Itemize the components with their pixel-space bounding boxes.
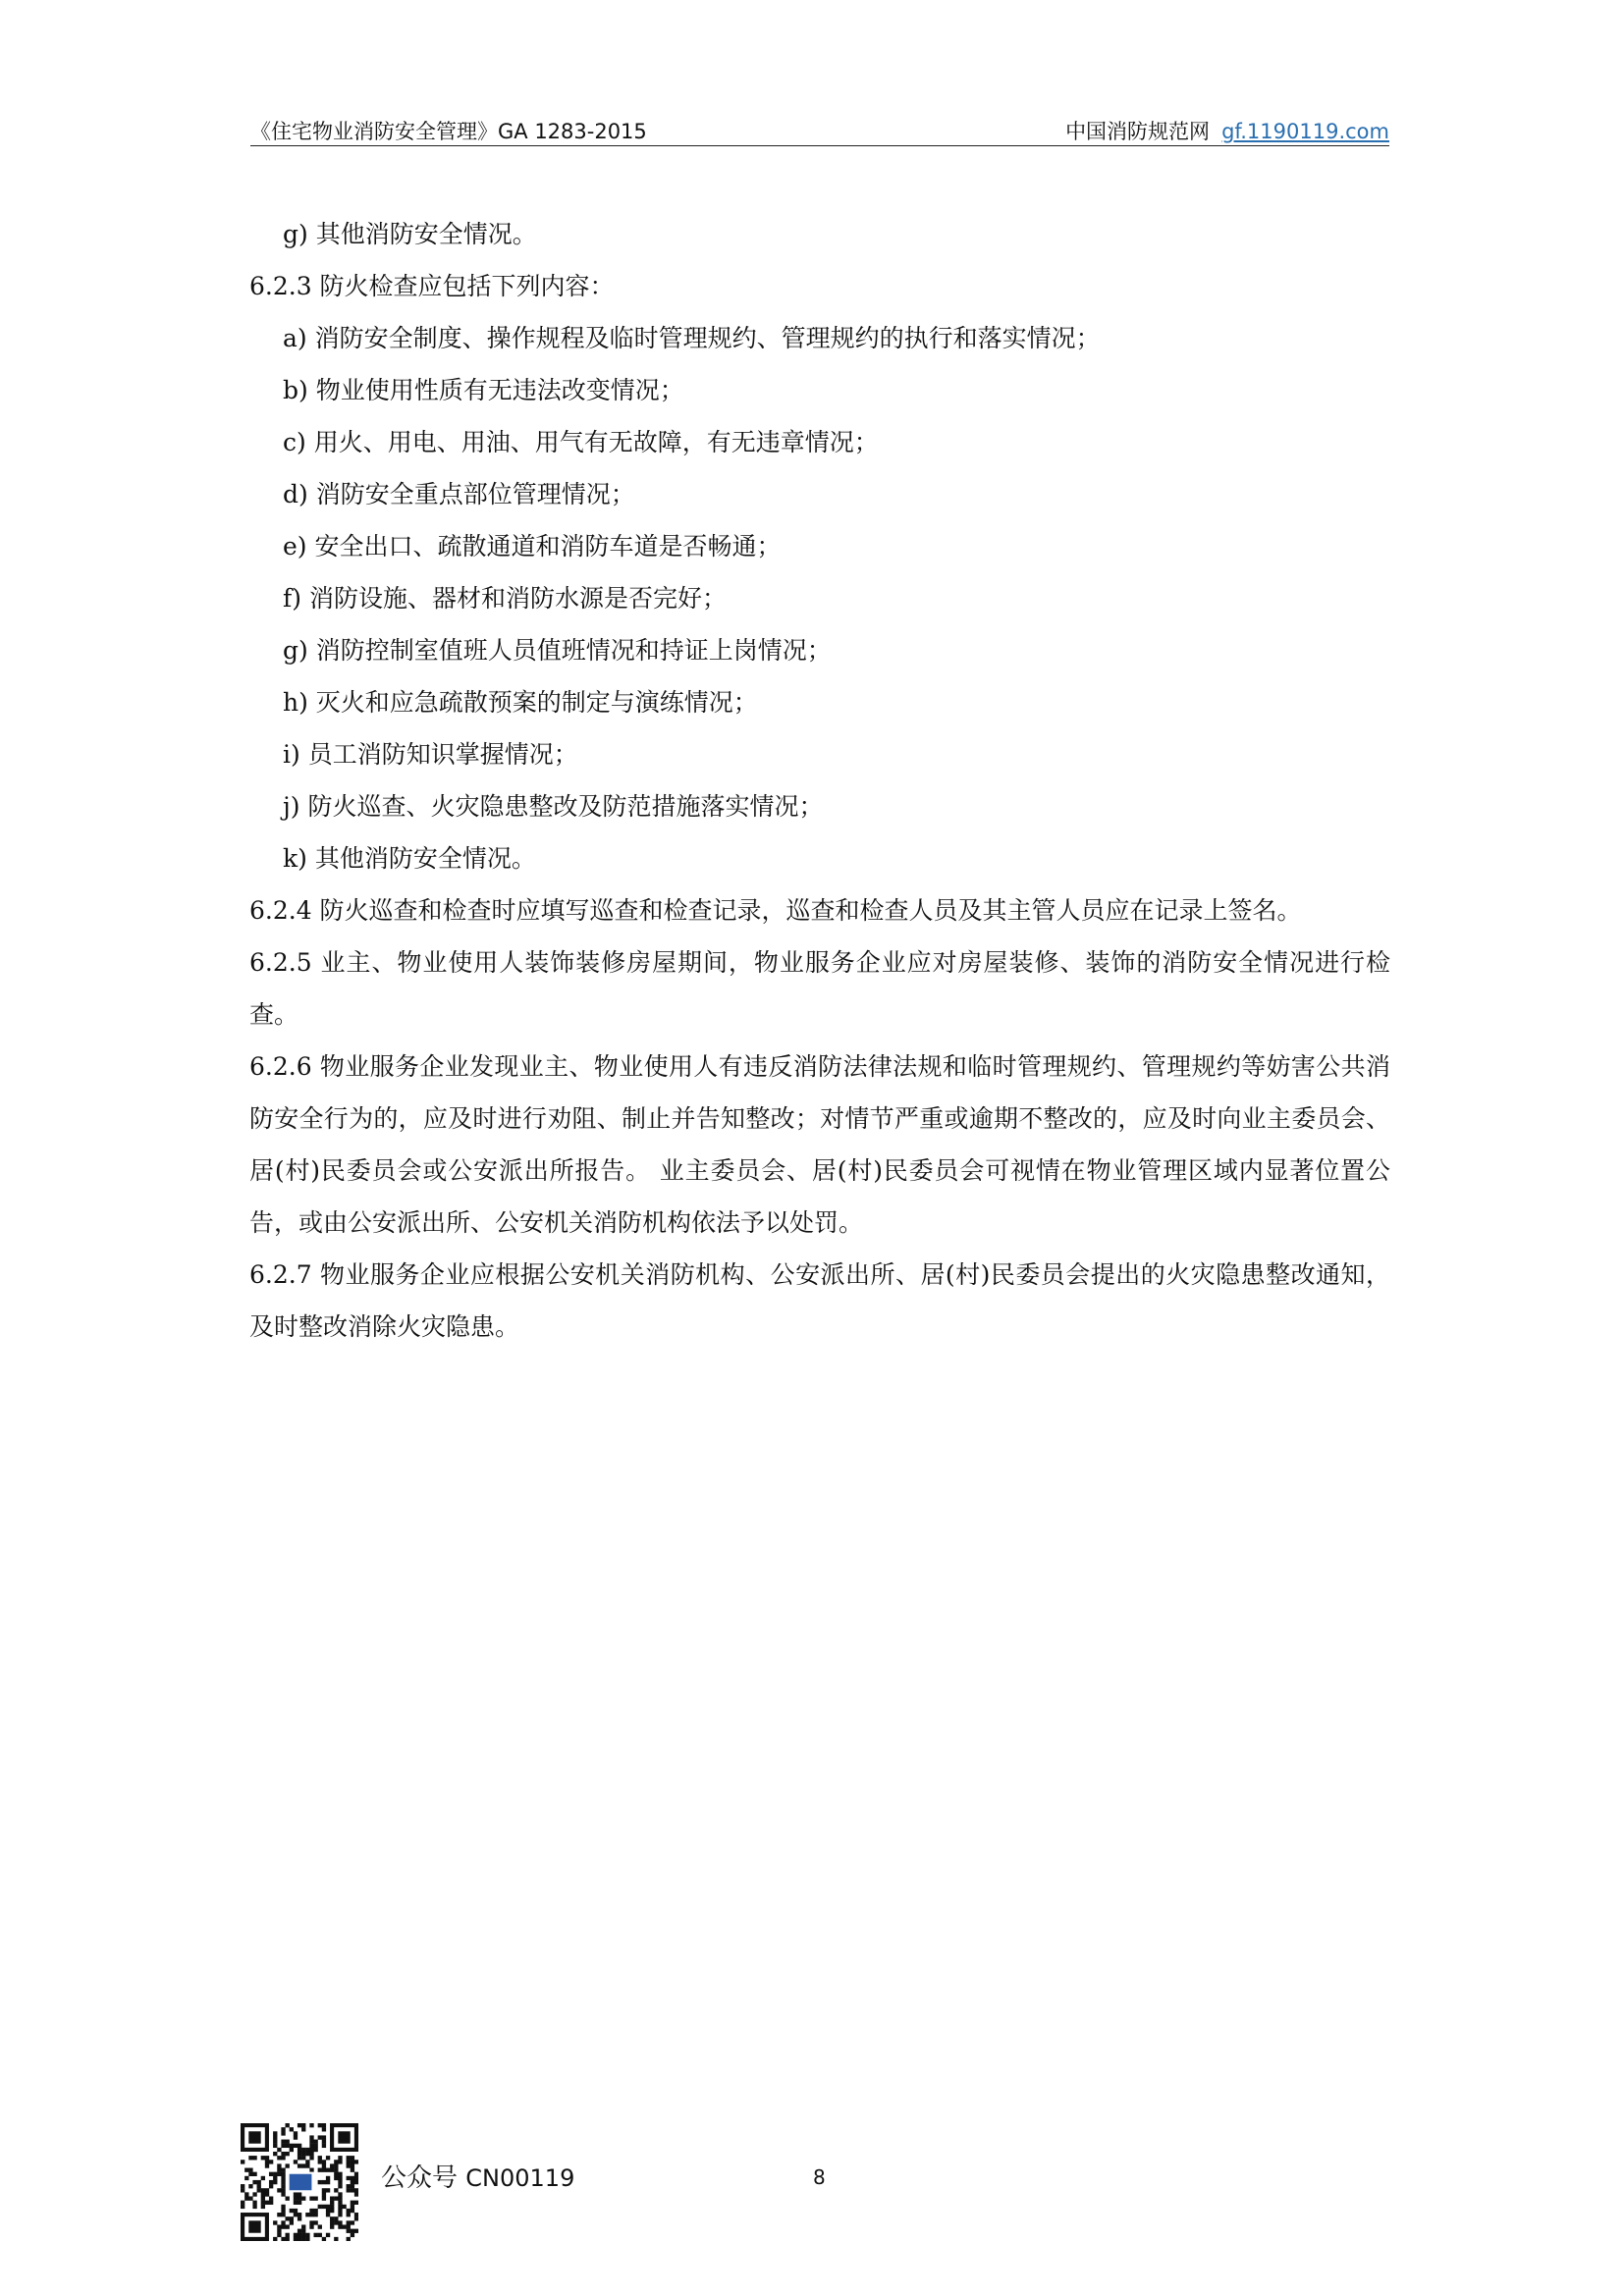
clause-paragraph: 6.2.6 物业服务企业发现业主、物业使用人有违反消防法律法规和临时管理规约、管理规约等妨害公共消防安全行为的，应及时进行劝阻、制止并告知整改；对情节严重或逾期不整改的，应及时向业主委员会、居(村)民委员会或公安派出所报告。 业主委员会、居(村)民委员会可视情在物业管理区域内显著位置公告，或由公安派出所、公安机关消防机构依法予以处罚。 bbox=[249, 1052, 1390, 1237]
clause-paragraph: 6.2.5 业主、物业使用人装饰装修房屋期间，物业服务企业应对房屋装修、装饰的消防安全情况进行检查。 bbox=[249, 948, 1390, 1029]
list-item: c) 用火、用电、用油、用气有无故障，有无违章情况； bbox=[283, 428, 879, 456]
site-credit bbox=[1065, 116, 1389, 145]
account-code: CN00119 bbox=[465, 2164, 575, 2192]
header-rule bbox=[250, 145, 1389, 146]
list-item: i) 员工消防知识掌握情况； bbox=[283, 740, 578, 769]
list-item: f) 消防设施、器材和消防水源是否完好； bbox=[283, 584, 727, 613]
wechat-account bbox=[381, 2158, 574, 2194]
list-item: h) 灭火和应急疏散预案的制定与演练情况； bbox=[283, 688, 758, 717]
page-number: 8 bbox=[813, 2165, 826, 2189]
clause-paragraph: 6.2.7 物业服务企业应根据公安机关消防机构、公安派出所、居(村)民委员会提出的火灾隐患整改通知，及时整改消除火灾隐患。 bbox=[249, 1260, 1390, 1341]
list-item: a) 消防安全制度、操作规程及临时管理规约、管理规约的执行和落实情况； bbox=[283, 324, 1101, 352]
list-item: e) 安全出口、疏散通道和消防车道是否畅通； bbox=[283, 532, 782, 561]
list-item: g) 消防控制室值班人员值班情况和持证上岗情况； bbox=[283, 636, 832, 665]
list-item: b) 物业使用性质有无违法改变情况； bbox=[283, 376, 684, 404]
site-name: 中国消防规范网 bbox=[1065, 120, 1211, 143]
list-item: g) 其他消防安全情况。 bbox=[283, 220, 537, 248]
list-item: k) 其他消防安全情况。 bbox=[283, 844, 536, 873]
site-link[interactable]: gf.1190119.com bbox=[1221, 120, 1389, 143]
clause-paragraph: 6.2.4 防火巡查和检查时应填写巡查和检查记录，巡查和检查人员及其主管人员应在记录上签名。 bbox=[249, 896, 1302, 925]
document-body bbox=[249, 208, 1390, 1353]
list-item: j) 防火巡查、火灾隐患整改及防范措施落实情况； bbox=[283, 792, 824, 821]
document-title: 《住宅物业消防安全管理》GA 1283-2015 bbox=[250, 120, 647, 143]
list-item: d) 消防安全重点部位管理情况； bbox=[283, 480, 635, 508]
qr-code-icon bbox=[241, 2123, 358, 2241]
clause-heading: 6.2.3 防火检查应包括下列内容： bbox=[249, 272, 615, 300]
account-label: 公众号 bbox=[381, 2163, 459, 2193]
